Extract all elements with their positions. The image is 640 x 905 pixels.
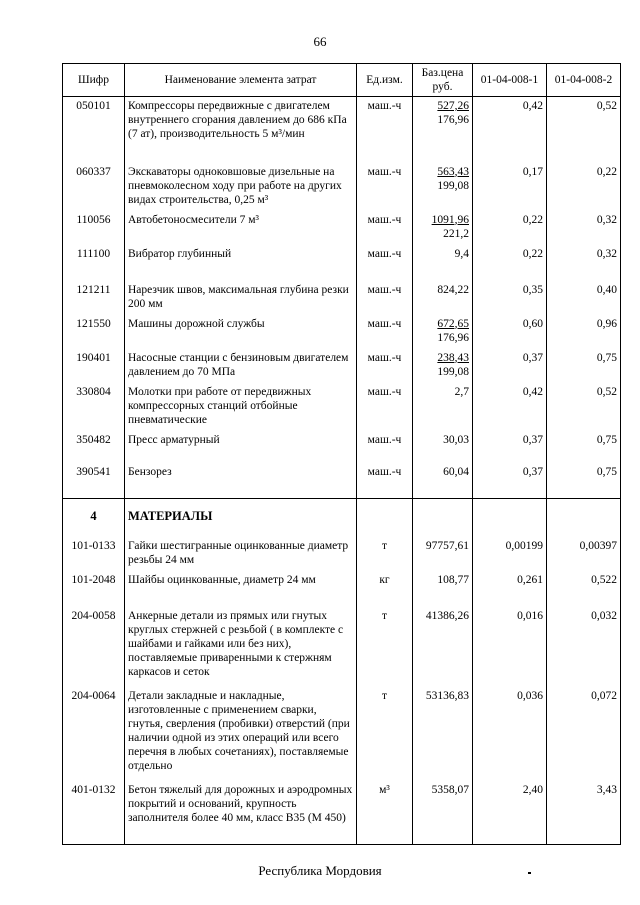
price-value: 672,65 — [437, 317, 469, 330]
table-row — [63, 687, 621, 781]
row-value-2: 0,75 — [547, 431, 621, 463]
row-name: Анкерные детали из прямых или гнутых круглых стержней с резьбой ( в комплекте с шайбами и гайками или без них), поставляемые приваренными к стержням каркасов и сеток — [125, 607, 357, 687]
section-title: МАТЕРИАЛЫ — [125, 499, 357, 537]
row-value-1: 0,37 — [473, 431, 547, 463]
row-value-1: 0,22 — [473, 211, 547, 245]
row-unit: кг — [357, 571, 413, 607]
row-value-1: 0,60 — [473, 315, 547, 349]
row-unit: маш.-ч — [357, 315, 413, 349]
table-row — [63, 781, 621, 845]
row-price: 9,4 — [413, 245, 473, 281]
header-unit: Ед.изм. — [357, 64, 413, 97]
row-value-2: 0,75 — [547, 349, 621, 383]
scan-mark — [528, 872, 531, 874]
row-value-2: 0,75 — [547, 463, 621, 499]
row-value-1: 0,37 — [473, 349, 547, 383]
row-unit: т — [357, 537, 413, 571]
section-row — [63, 499, 621, 537]
row-price: 53136,83 — [413, 687, 473, 781]
row-unit: т — [357, 607, 413, 687]
row-value-2: 0,32 — [547, 211, 621, 245]
price-value: 238,43 — [437, 351, 469, 364]
row-code: 204-0058 — [63, 607, 125, 687]
table-row — [63, 571, 621, 607]
section-col1-empty — [473, 499, 547, 537]
row-price: 41386,26 — [413, 607, 473, 687]
row-value-2: 0,52 — [547, 383, 621, 431]
row-value-2: 3,43 — [547, 781, 621, 845]
row-value-2: 0,22 — [547, 163, 621, 211]
row-value-2: 0,52 — [547, 97, 621, 163]
row-code: 060337 — [63, 163, 125, 211]
row-unit: маш.-ч — [357, 463, 413, 499]
row-price: 60,04 — [413, 463, 473, 499]
row-code: 330804 — [63, 383, 125, 431]
row-code: 101-0133 — [63, 537, 125, 571]
row-unit: маш.-ч — [357, 349, 413, 383]
row-unit: маш.-ч — [357, 383, 413, 431]
row-name: Детали закладные и накладные, изготовленные с применением сварки, гнутья, сверления (пробивки) отверстий (при наличии одной из этих операций или всего перечня в любых сочетаниях), поставляемые отдельно — [125, 687, 357, 781]
row-unit: маш.-ч — [357, 163, 413, 211]
row-name: Нарезчик швов, максимальная глубина резки 200 мм — [125, 281, 357, 315]
header-name: Наименование элемента затрат — [125, 64, 357, 97]
row-code: 204-0064 — [63, 687, 125, 781]
table-row — [63, 211, 621, 245]
row-code: 390541 — [63, 463, 125, 499]
cost-table — [62, 63, 621, 845]
price-value: 1091,96 — [431, 213, 469, 226]
row-price — [413, 315, 473, 349]
row-name: Машины дорожной службы — [125, 315, 357, 349]
table-row — [63, 537, 621, 571]
row-value-2: 0,40 — [547, 281, 621, 315]
row-value-2: 0,32 — [547, 245, 621, 281]
row-value-1: 0,35 — [473, 281, 547, 315]
row-price: 5358,07 — [413, 781, 473, 845]
row-unit: м³ — [357, 781, 413, 845]
row-name: Бетон тяжелый для дорожных и аэродромных покрытий и оснований, крупность заполнителя более 40 мм, класс В35 (М 450) — [125, 781, 357, 845]
row-price — [413, 97, 473, 163]
row-value-1: 0,42 — [473, 97, 547, 163]
price-value: 563,43 — [437, 165, 469, 178]
row-value-2: 0,032 — [547, 607, 621, 687]
row-unit: маш.-ч — [357, 211, 413, 245]
table-row — [63, 431, 621, 463]
header-code: Шифр — [63, 64, 125, 97]
section-code: 4 — [63, 499, 125, 537]
row-price: 108,77 — [413, 571, 473, 607]
row-code: 350482 — [63, 431, 125, 463]
row-value-1: 0,00199 — [473, 537, 547, 571]
row-value-1: 0,42 — [473, 383, 547, 431]
section-unit-empty — [357, 499, 413, 537]
row-code: 121211 — [63, 281, 125, 315]
table-row — [63, 383, 621, 431]
row-code: 401-0132 — [63, 781, 125, 845]
row-value-2: 0,072 — [547, 687, 621, 781]
row-name: Компрессоры передвижные с двигателем внутреннего сгорания давлением до 686 кПа (7 ат), производительность 5 м³/мин — [125, 97, 357, 163]
header-price: Баз.цена руб. — [413, 64, 473, 97]
row-value-2: 0,00397 — [547, 537, 621, 571]
page-number: 66 — [313, 34, 327, 49]
row-name: Насосные станции с бензиновым двигателем давлением до 70 МПа — [125, 349, 357, 383]
row-value-1: 0,22 — [473, 245, 547, 281]
row-unit: маш.-ч — [357, 97, 413, 163]
row-price: 30,03 — [413, 431, 473, 463]
row-name: Автобетоносмесители 7 м³ — [125, 211, 357, 245]
row-unit: маш.-ч — [357, 431, 413, 463]
table-row — [63, 281, 621, 315]
row-code: 111100 — [63, 245, 125, 281]
row-code: 050101 — [63, 97, 125, 163]
row-value-2: 0,522 — [547, 571, 621, 607]
row-price: 2,7 — [413, 383, 473, 431]
price-secondary: 199,08 — [437, 365, 469, 378]
header-col1: 01-04-008-1 — [473, 64, 547, 97]
price-value: 527,26 — [437, 100, 469, 112]
table-row — [63, 163, 621, 211]
price-secondary: 176,96 — [437, 331, 469, 344]
table-row — [63, 463, 621, 499]
row-unit: маш.-ч — [357, 281, 413, 315]
section-price-empty — [413, 499, 473, 537]
row-name: Вибратор глубинный — [125, 245, 357, 281]
row-code: 190401 — [63, 349, 125, 383]
row-price — [413, 349, 473, 383]
row-price — [413, 163, 473, 211]
row-price: 824,22 — [413, 281, 473, 315]
row-value-1: 0,036 — [473, 687, 547, 781]
row-value-1: 2,40 — [473, 781, 547, 845]
table-row — [63, 245, 621, 281]
row-name: Экскаваторы одноковшовые дизельные на пневмоколесном ходу при работе на других видах строительства, 0,25 м³ — [125, 163, 357, 211]
row-price: 97757,61 — [413, 537, 473, 571]
row-value-1: 0,016 — [473, 607, 547, 687]
table-row — [63, 315, 621, 349]
header-col2: 01-04-008-2 — [547, 64, 621, 97]
row-code: 101-2048 — [63, 571, 125, 607]
footer-region: Республика Мордовия — [258, 863, 382, 878]
row-value-1: 0,261 — [473, 571, 547, 607]
table-row — [63, 97, 621, 163]
row-unit: маш.-ч — [357, 245, 413, 281]
row-name: Гайки шестигранные оцинкованные диаметр резьбы 24 мм — [125, 537, 357, 571]
table-header-row — [63, 64, 621, 97]
row-value-1: 0,37 — [473, 463, 547, 499]
table-row — [63, 349, 621, 383]
row-value-1: 0,17 — [473, 163, 547, 211]
row-price — [413, 211, 473, 245]
price-secondary: 221,2 — [443, 227, 469, 240]
row-name: Пресс арматурный — [125, 431, 357, 463]
row-unit: т — [357, 687, 413, 781]
price-secondary: 199,08 — [437, 179, 469, 192]
row-value-2: 0,96 — [547, 315, 621, 349]
row-code: 110056 — [63, 211, 125, 245]
section-col2-empty — [547, 499, 621, 537]
table-row — [63, 607, 621, 687]
row-name: Бензорез — [125, 463, 357, 499]
row-name: Молотки при работе от передвижных компрессорных станций отбойные пневматические — [125, 383, 357, 431]
price-secondary: 176,96 — [437, 114, 469, 126]
row-code: 121550 — [63, 315, 125, 349]
row-name: Шайбы оцинкованные, диаметр 24 мм — [125, 571, 357, 607]
